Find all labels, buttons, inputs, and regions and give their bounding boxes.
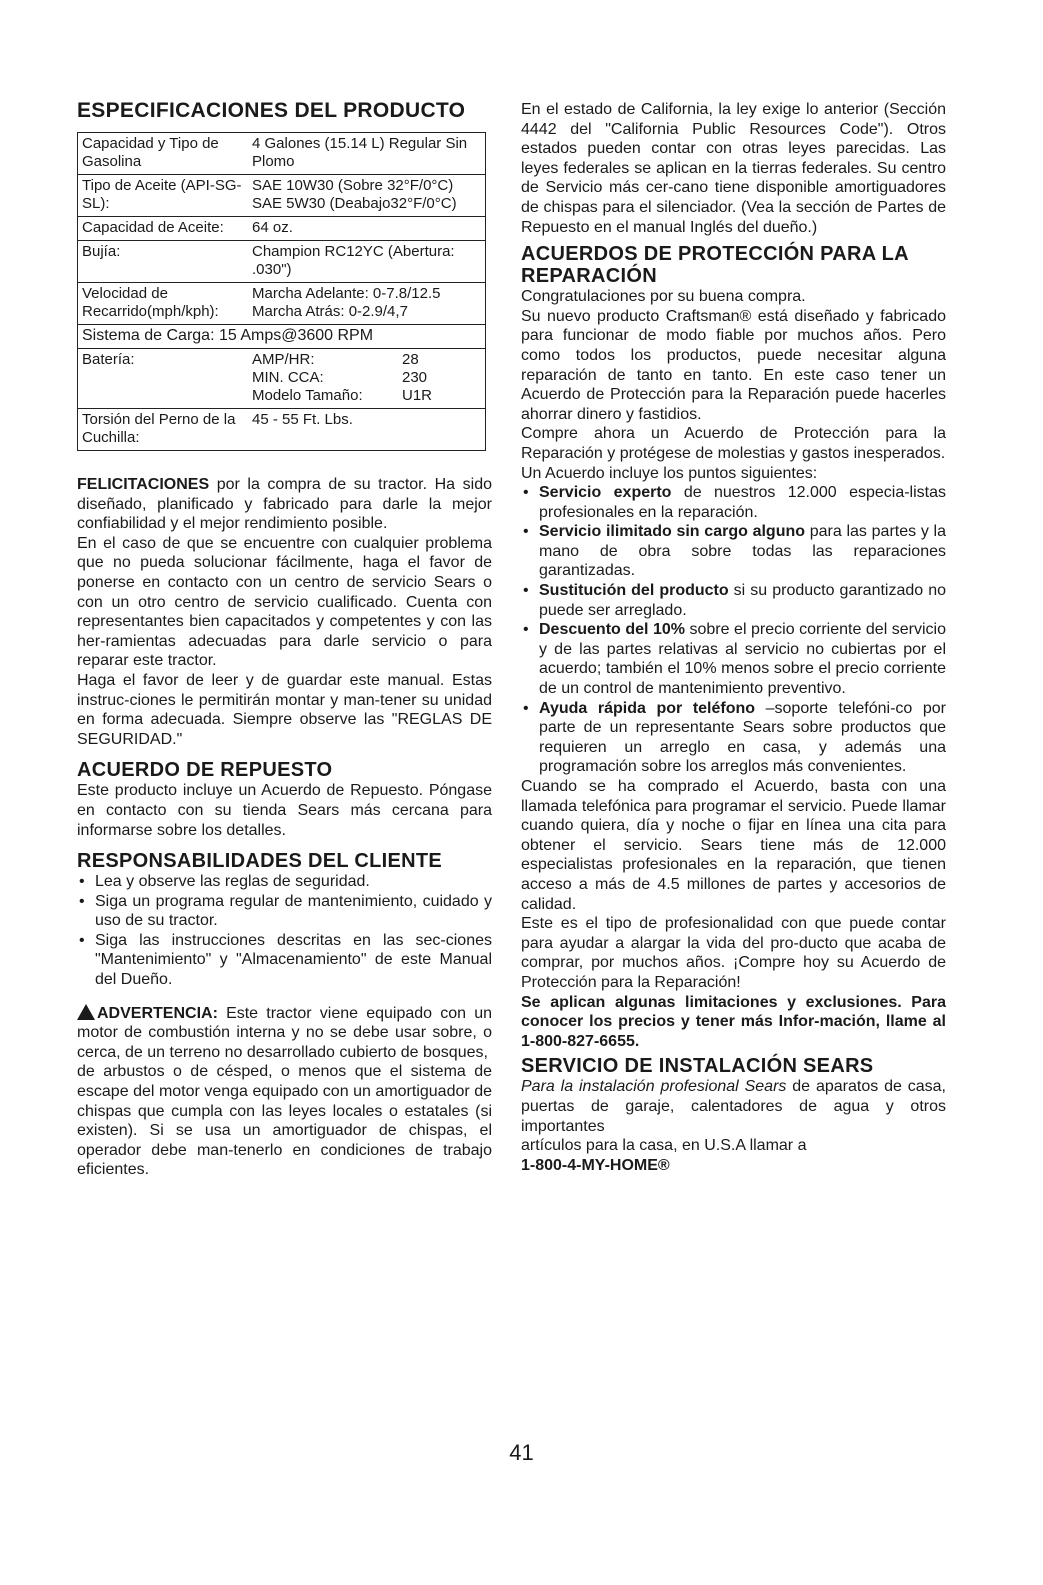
- battery-key: Batería:: [82, 351, 135, 368]
- spec-value: SAE 10W30 (Sobre 32°F/0°C) SAE 5W30 (Deabajo32°F/0°C): [252, 177, 457, 212]
- professionalism-paragraph: Este es el tipo de profesionalidad con que puede contar para ayudar a alargar la vida del pro-ducto que acaba de comprar, por muchos años. ¡Compre hoy su Acuerdo de Protección para la Reparación!: [521, 915, 946, 991]
- congrats-text: por la compra de su tractor. Ha sido diseñado, planificado y fabricado para darle la mejor confiabilidad y el mejor rendimiento posible.: [77, 476, 492, 533]
- spec-value: Champion RC12YC (Abertura: .030"): [252, 243, 455, 278]
- spec-key: Velocidad de Recarrido(mph/kph):: [82, 285, 219, 320]
- warning-label: ADVERTENCIA:: [97, 1004, 218, 1022]
- list-item: • Servicio experto de nuestros 12.000 especia-listas profesionales en la reparación.: [523, 484, 946, 521]
- manual-paragraph: Haga el favor de leer y de guardar este manual. Estas instruc-ciones le permitirán montar y man-tener su unidad en forma adecuada. Siempre observe las "REGLAS DE SEGURIDAD.": [77, 671, 492, 748]
- page-number: 41: [509, 1440, 534, 1465]
- replacement-paragraph: Este producto incluye un Acuerdo de Repuesto. Póngase en contacto con su tienda Sears más cercana para informarse sobre los detalles.: [77, 782, 492, 839]
- spec-row-torque: [78, 409, 485, 450]
- spec-value: Marcha Adelante: 0-7.8/12.5 Marcha Atrás: 0-2.9/4,7: [252, 285, 441, 320]
- craftsman-paragraph: Su nuevo producto Craftsman® está diseñado y fabricado para funcionar de modo fiable por muchos años. Pero como todos los productos, puede necesitar alguna reparación de tanto en tanto. En este caso tener un Acuerdo de Protección para la Reparación puede hacerles ahorrar dinero y fastidios.: [521, 307, 946, 423]
- warning-paragraph-2: de arbustos o de césped, o menos que el sistema de escape del motor venga equipado con un amortiguador de chispas que cumpla con las leyes locales o estatales (si existen). Si se usa un amortiguador de chispas, el operador debe man-tenerlo en condiciones de trabajo eficientes.: [77, 1063, 492, 1179]
- problem-paragraph: En el caso de que se encuentre con cualquier problema que no pueda solucionar fácilmente, haga el favor de ponerse en contacto con un centro de servicio Sears o con un otro centro de servicio cualificado. Cuenta con representantes bien capacitados y competentes y con las her-ramientas adecuadas para darle servicio o para reparar este tractor.: [77, 534, 492, 670]
- charging-system: Sistema de Carga: 15 Amps@3600 RPM: [82, 327, 374, 344]
- battery-values: [252, 351, 481, 405]
- warning-icon: [77, 1004, 95, 1020]
- list-item: • Siga un programa regular de mantenimiento, cuidado y uso de su tractor.: [79, 892, 492, 930]
- responsibilities-heading: RESPONSABILIDADES DEL CLIENTE: [77, 850, 443, 873]
- amp-value: 28: [402, 351, 419, 368]
- spec-key: Capacidad y Tipo de Gasolina: [82, 135, 219, 170]
- benefits-list: [521, 483, 946, 777]
- call-paragraph: Cuando se ha comprado el Acuerdo, basta con una llamada telefónica para programar el servicio. Puede llamar cuando quiera, día y noche o fijar en línea una cita para obtener el servicio. Sears tiene más de 12.000 especialistas profesionales en la reparación, que tienen acceso a más de 4.5 millones de partes y accesorios de calidad.: [521, 778, 946, 913]
- spec-key: Bujía:: [82, 243, 121, 260]
- installation-text: de aparatos de casa, puertas de garaje, calentadores de agua y otros importantes: [521, 1078, 946, 1135]
- limitations-bold: Se aplican algunas limitaciones y exclusiones. Para conocer los precios y tener más Infor-mación, llame al 1-800-827-6655.: [521, 993, 946, 1050]
- size-label: Modelo Tamaño:: [252, 387, 363, 404]
- cca-label: MIN. CCA:: [252, 369, 324, 386]
- installation-paragraph: [521, 1077, 946, 1136]
- congrats-paragraph: [77, 475, 492, 534]
- amp-label: AMP/HR:: [252, 351, 315, 368]
- responsibilities-list: [77, 872, 492, 990]
- phone-line: [521, 1156, 946, 1176]
- spec-row-battery: [78, 349, 485, 409]
- spec-key: Capacidad de Aceite:: [82, 219, 224, 236]
- warning-paragraph: [77, 1004, 492, 1063]
- installation-heading: SERVICIO DE INSTALACIÓN SEARS: [521, 1055, 874, 1078]
- list-item: • Servicio ilimitado sin cargo alguno para las partes y la mano de obra sobre todas las reparaciones garantizadas.: [523, 523, 947, 580]
- spec-row: [78, 133, 485, 175]
- buy-now-paragraph: Compre ahora un Acuerdo de Protección para la Reparación y protégese de molestias y gastos inesperados.: [521, 425, 946, 462]
- specs-heading: ESPECIFICACIONES DEL PRODUCTO: [77, 99, 466, 122]
- replacement-heading: ACUERDO DE REPUESTO: [77, 759, 333, 782]
- torque-value: 45 - 55 Ft. Lbs.: [252, 411, 353, 428]
- spec-row-charging: [78, 325, 485, 349]
- congratulations-line: Congratulaciones por su buena compra.: [521, 288, 806, 306]
- list-item: • Siga las instrucciones descritas en las sec-ciones "Mantenimiento" y "Almacenamiento" de este Manual del Dueño.: [79, 931, 492, 989]
- protection-heading: ACUERDOS DE PROTECCIÓN PARA LA REPARACIÓN: [521, 243, 909, 288]
- spec-value: 4 Galones (15.14 L) Regular Sin Plomo: [252, 135, 468, 170]
- size-value: U1R: [402, 387, 433, 404]
- list-item: • Sustitución del producto si su producto garantizado no puede ser arreglado.: [523, 582, 947, 619]
- congrats-bold: FELICITACIONES: [77, 476, 210, 493]
- california-paragraph: En el estado de California, la ley exige lo anterior (Sección 4442 del "California Public Resources Code"). Otros estados pueden contar con otras leyes parecidas. Las leyes federales se aplican en la tierras federales. Su centro de Servicio más cer-cano tiene disponible amortiguadores de chispas para el silenciador. (Vea la sección de Partes de Repuesto en el manual Inglés del dueño.): [521, 101, 946, 236]
- spec-table: [77, 132, 486, 451]
- limitations-paragraph: [521, 993, 946, 1052]
- installation-italic: Para la instalación profesional Sears: [521, 1078, 787, 1096]
- right-column: [521, 100, 946, 1175]
- spec-key: Tipo de Aceite (API-SG-SL):: [82, 177, 242, 212]
- list-item: • Descuento del 10% sobre el precio corriente del servicio y de las partes relativas al servicio no cubiertas por el acuerdo; también el 10% menos sobre el precio corriente de un control de mantenimiento preventivo.: [523, 621, 947, 698]
- includes-line: Un Acuerdo incluye los puntos siguientes:: [521, 464, 818, 482]
- articles-line: artículos para la casa, en U.S.A llamar a: [521, 1137, 807, 1155]
- spec-row: [78, 283, 485, 325]
- list-item: • Lea y observe las reglas de seguridad.: [79, 873, 370, 891]
- left-column: [77, 100, 492, 1180]
- spec-value: 64 oz.: [252, 219, 293, 236]
- spec-row: [78, 175, 485, 217]
- list-item: • Ayuda rápida por teléfono –soporte telefóni-co por parte de un representante Sears sobre productos que requieren un arreglo en casa, y además una programación sobre los arreglos más convenientes.: [523, 699, 946, 776]
- home-phone: 1-800-4-MY-HOME®: [521, 1156, 670, 1174]
- warning-text: Este tractor viene equipado con un motor de combustión interna y no se debe usar sobre, o cerca, de un terreno no desarrollado cubierto de bosques,: [77, 1004, 492, 1061]
- cca-value: 230: [402, 369, 428, 386]
- spec-row: [78, 217, 485, 241]
- spec-row: [78, 241, 485, 283]
- torque-key: Torsión del Perno de la Cuchilla:: [82, 411, 236, 446]
